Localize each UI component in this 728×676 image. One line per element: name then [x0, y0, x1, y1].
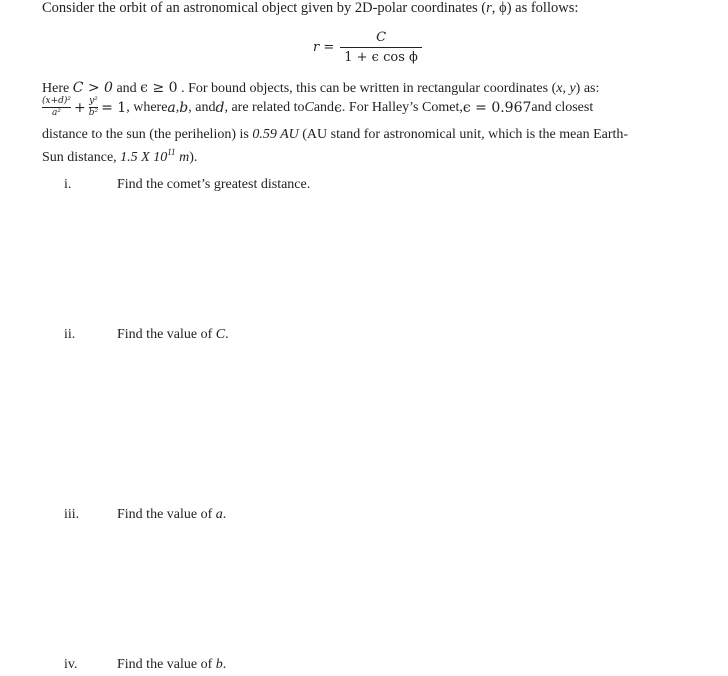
question-3-var: a: [215, 507, 223, 522]
question-3-number: iii.: [64, 507, 80, 522]
cond-eps-nonneg: ϵ ≥ 0: [140, 80, 178, 96]
var-a: a: [167, 99, 176, 116]
distance-text: [42, 128, 628, 142]
sun-exponent: 11: [167, 147, 176, 157]
frac-x-numerator: (x+d)²: [42, 96, 72, 106]
orbit-equation: [313, 30, 422, 65]
ellipse-where: , where: [126, 99, 168, 115]
question-3-end: .: [222, 507, 227, 522]
var-phi: ϕ: [499, 0, 507, 16]
perihelion-value: 0.59 AU: [252, 127, 299, 142]
frac-y-numerator: y²: [89, 96, 98, 106]
distance-lead: distance to the sun (the perihelion) is: [42, 127, 253, 142]
sun-unit: m: [175, 150, 190, 165]
sun-tail: ).: [189, 150, 198, 165]
sun-lead: Sun distance,: [42, 150, 121, 165]
intro-tail: ) as follows:: [506, 0, 579, 16]
question-3-text: [117, 508, 226, 522]
ellipse-comma: ,: [175, 99, 180, 115]
question-4-number: iv.: [64, 657, 78, 672]
sun-distance-text: [42, 148, 197, 165]
question-1-text: [117, 178, 310, 192]
plus-sign: +: [74, 99, 86, 116]
question-2-var: C: [215, 327, 226, 342]
distance-rest: (AU stand for astronomical unit, which is the mean Earth-: [298, 127, 629, 142]
question-4-text: [117, 658, 226, 672]
var-eps: ϵ: [334, 99, 342, 116]
equation-fraction: [340, 30, 422, 65]
var-y: y: [569, 81, 576, 96]
ellipse-frac-x: [42, 97, 71, 119]
equals-one: = 1: [101, 99, 127, 116]
question-2-text: [117, 328, 229, 342]
cond-c-positive: C > 0: [72, 80, 113, 96]
question-2-end: .: [225, 327, 229, 342]
intro-comma: ,: [491, 0, 500, 16]
equation-lhs: r =: [313, 40, 335, 55]
ellipse-halley: . For Halley’s Comet,: [341, 99, 463, 115]
ellipse-and: , and: [188, 99, 216, 115]
question-4-label: Find the value of: [117, 657, 216, 672]
question-1-label: Find the comet’s greatest distance.: [117, 177, 311, 192]
frac-x-denominator: a²: [52, 108, 61, 119]
intro-text: [42, 1, 578, 16]
ellipse-equation-line: [42, 97, 593, 119]
conditions-text: [42, 81, 599, 96]
question-1-number: i.: [64, 177, 72, 192]
ellipse-closest: and closest: [531, 99, 594, 115]
equation-numerator: C: [376, 30, 387, 45]
cond-tail: ) as:: [575, 81, 600, 96]
question-2-label: Find the value of: [117, 327, 216, 342]
eps-value: ϵ = 0.967: [462, 99, 532, 116]
var-c: C: [304, 99, 314, 115]
var-r: r: [486, 0, 492, 16]
question-4-var: b: [215, 657, 223, 672]
ellipse-related: , are related to: [224, 99, 305, 115]
question-4-end: .: [222, 657, 227, 672]
sun-base: 1.5 X 10: [120, 150, 168, 165]
frac-y-denominator: b²: [88, 108, 99, 119]
question-3-label: Find the value of: [117, 507, 216, 522]
cond-and: and: [112, 81, 141, 96]
cond-comma: ,: [562, 81, 570, 96]
equation-denominator: 1 + ϵ cos ϕ: [344, 50, 418, 65]
question-2-number: ii.: [64, 327, 76, 342]
ellipse-frac-y: [89, 97, 98, 119]
var-d: d: [215, 99, 225, 116]
var-x: x: [556, 81, 563, 96]
cond-here: Here: [42, 81, 73, 96]
intro-lead: Consider the orbit of an astronomical object given by 2D-polar coordinates (: [42, 0, 487, 16]
cond-rest: . For bound objects, this can be written in rectangular coordinates (: [177, 81, 557, 96]
ellipse-and2: and: [313, 99, 335, 115]
var-b: b: [179, 99, 189, 116]
